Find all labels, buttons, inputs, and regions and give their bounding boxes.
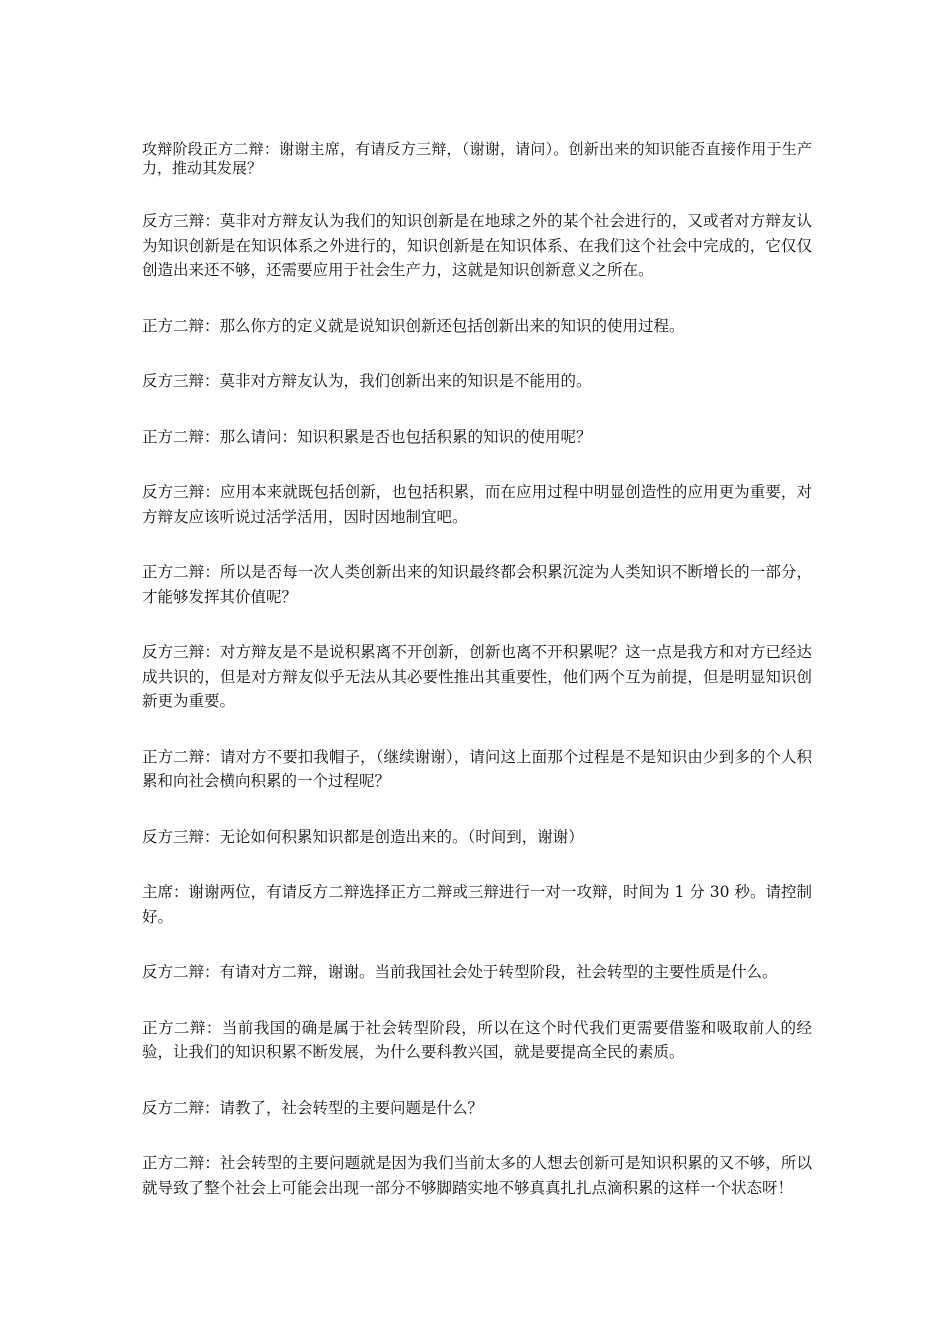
paragraph-11: 主席：谢谢两位，有请反方二辩选择正方二辩或三辩进行一对一攻辩，时间为 1 分 30 秒。请控制好。 [142,883,812,926]
paragraph-5: 正方二辩：那么请问：知识积累是否也包括积累的知识的使用呢？ [142,427,592,446]
paragraph-3: 正方二辩：那么你方的定义就是说知识创新还包括创新出来的知识的使用过程。 [142,316,685,335]
paragraph-9: 正方二辩：请对方不要扣我帽子，（继续谢谢），请问这上面那个过程是不是知识由少到多的个人积累和向社会横向积累的一个过程呢？ [142,747,812,790]
paragraph-10: 反方三辩：无论如何积累知识都是创造出来的。（时间到，谢谢） [142,827,584,846]
paragraph-2: 反方三辩：莫非对方辩友认为我们的知识创新是在地球之外的某个社会进行的，又或者对方辩友认为知识创新是在知识体系之外进行的，知识创新是在知识体系、在我们这个社会中完成的，它仅仅创造出来还不够，还需要应用于社会生产力，这就是知识创新意义之所在。 [142,212,812,279]
paragraph-4: 反方三辩：莫非对方辩友认为，我们创新出来的知识是不能用的。 [142,372,592,390]
paragraph-15: 正方二辩：社会转型的主要问题就是因为我们当前太多的人想去创新可是知识积累的又不够，所以就导致了整个社会上可能会出现一部分不够脚踏实地不够真真扎扎点滴积累的这样一个状态呀！ [142,1154,812,1197]
document-body [142,140,812,1231]
paragraph-13: 正方二辩：当前我国的确是属于社会转型阶段，所以在这个时代我们更需要借鉴和吸取前人的经验，让我们的知识积累不断发展，为什么要科教兴国，就是要提高全民的素质。 [142,1018,812,1061]
paragraph-1: 攻辩阶段正方二辩：谢谢主席，有请反方三辩，（谢谢，请问）。创新出来的知识能否直接作用于生产力，推动其发展？ [142,140,812,177]
paragraph-8: 反方三辩：对方辩友是不是说积累离不开创新，创新也离不开积累呢？这一点是我方和对方已经达成共识的，但是对方辩友似乎无法从其必要性推出其重要性，他们两个互为前提，但是明显知识创新更为重要。 [142,643,812,710]
paragraph-6: 反方三辩：应用本来就既包括创新，也包括积累，而在应用过程中明显创造性的应用更为重要，对方辩友应该听说过活学活用，因时因地制宜吧。 [142,483,812,526]
paragraph-12: 反方二辩：有请对方二辩，谢谢。当前我国社会处于转型阶段，社会转型的主要性质是什么。 [142,963,778,981]
paragraph-14: 反方二辩：请教了，社会转型的主要问题是什么？ [142,1098,484,1117]
paragraph-7: 正方二辩：所以是否每一次人类创新出来的知识最终都会积累沉淀为人类知识不断增长的一部分，才能够发挥其价值呢？ [142,563,812,606]
